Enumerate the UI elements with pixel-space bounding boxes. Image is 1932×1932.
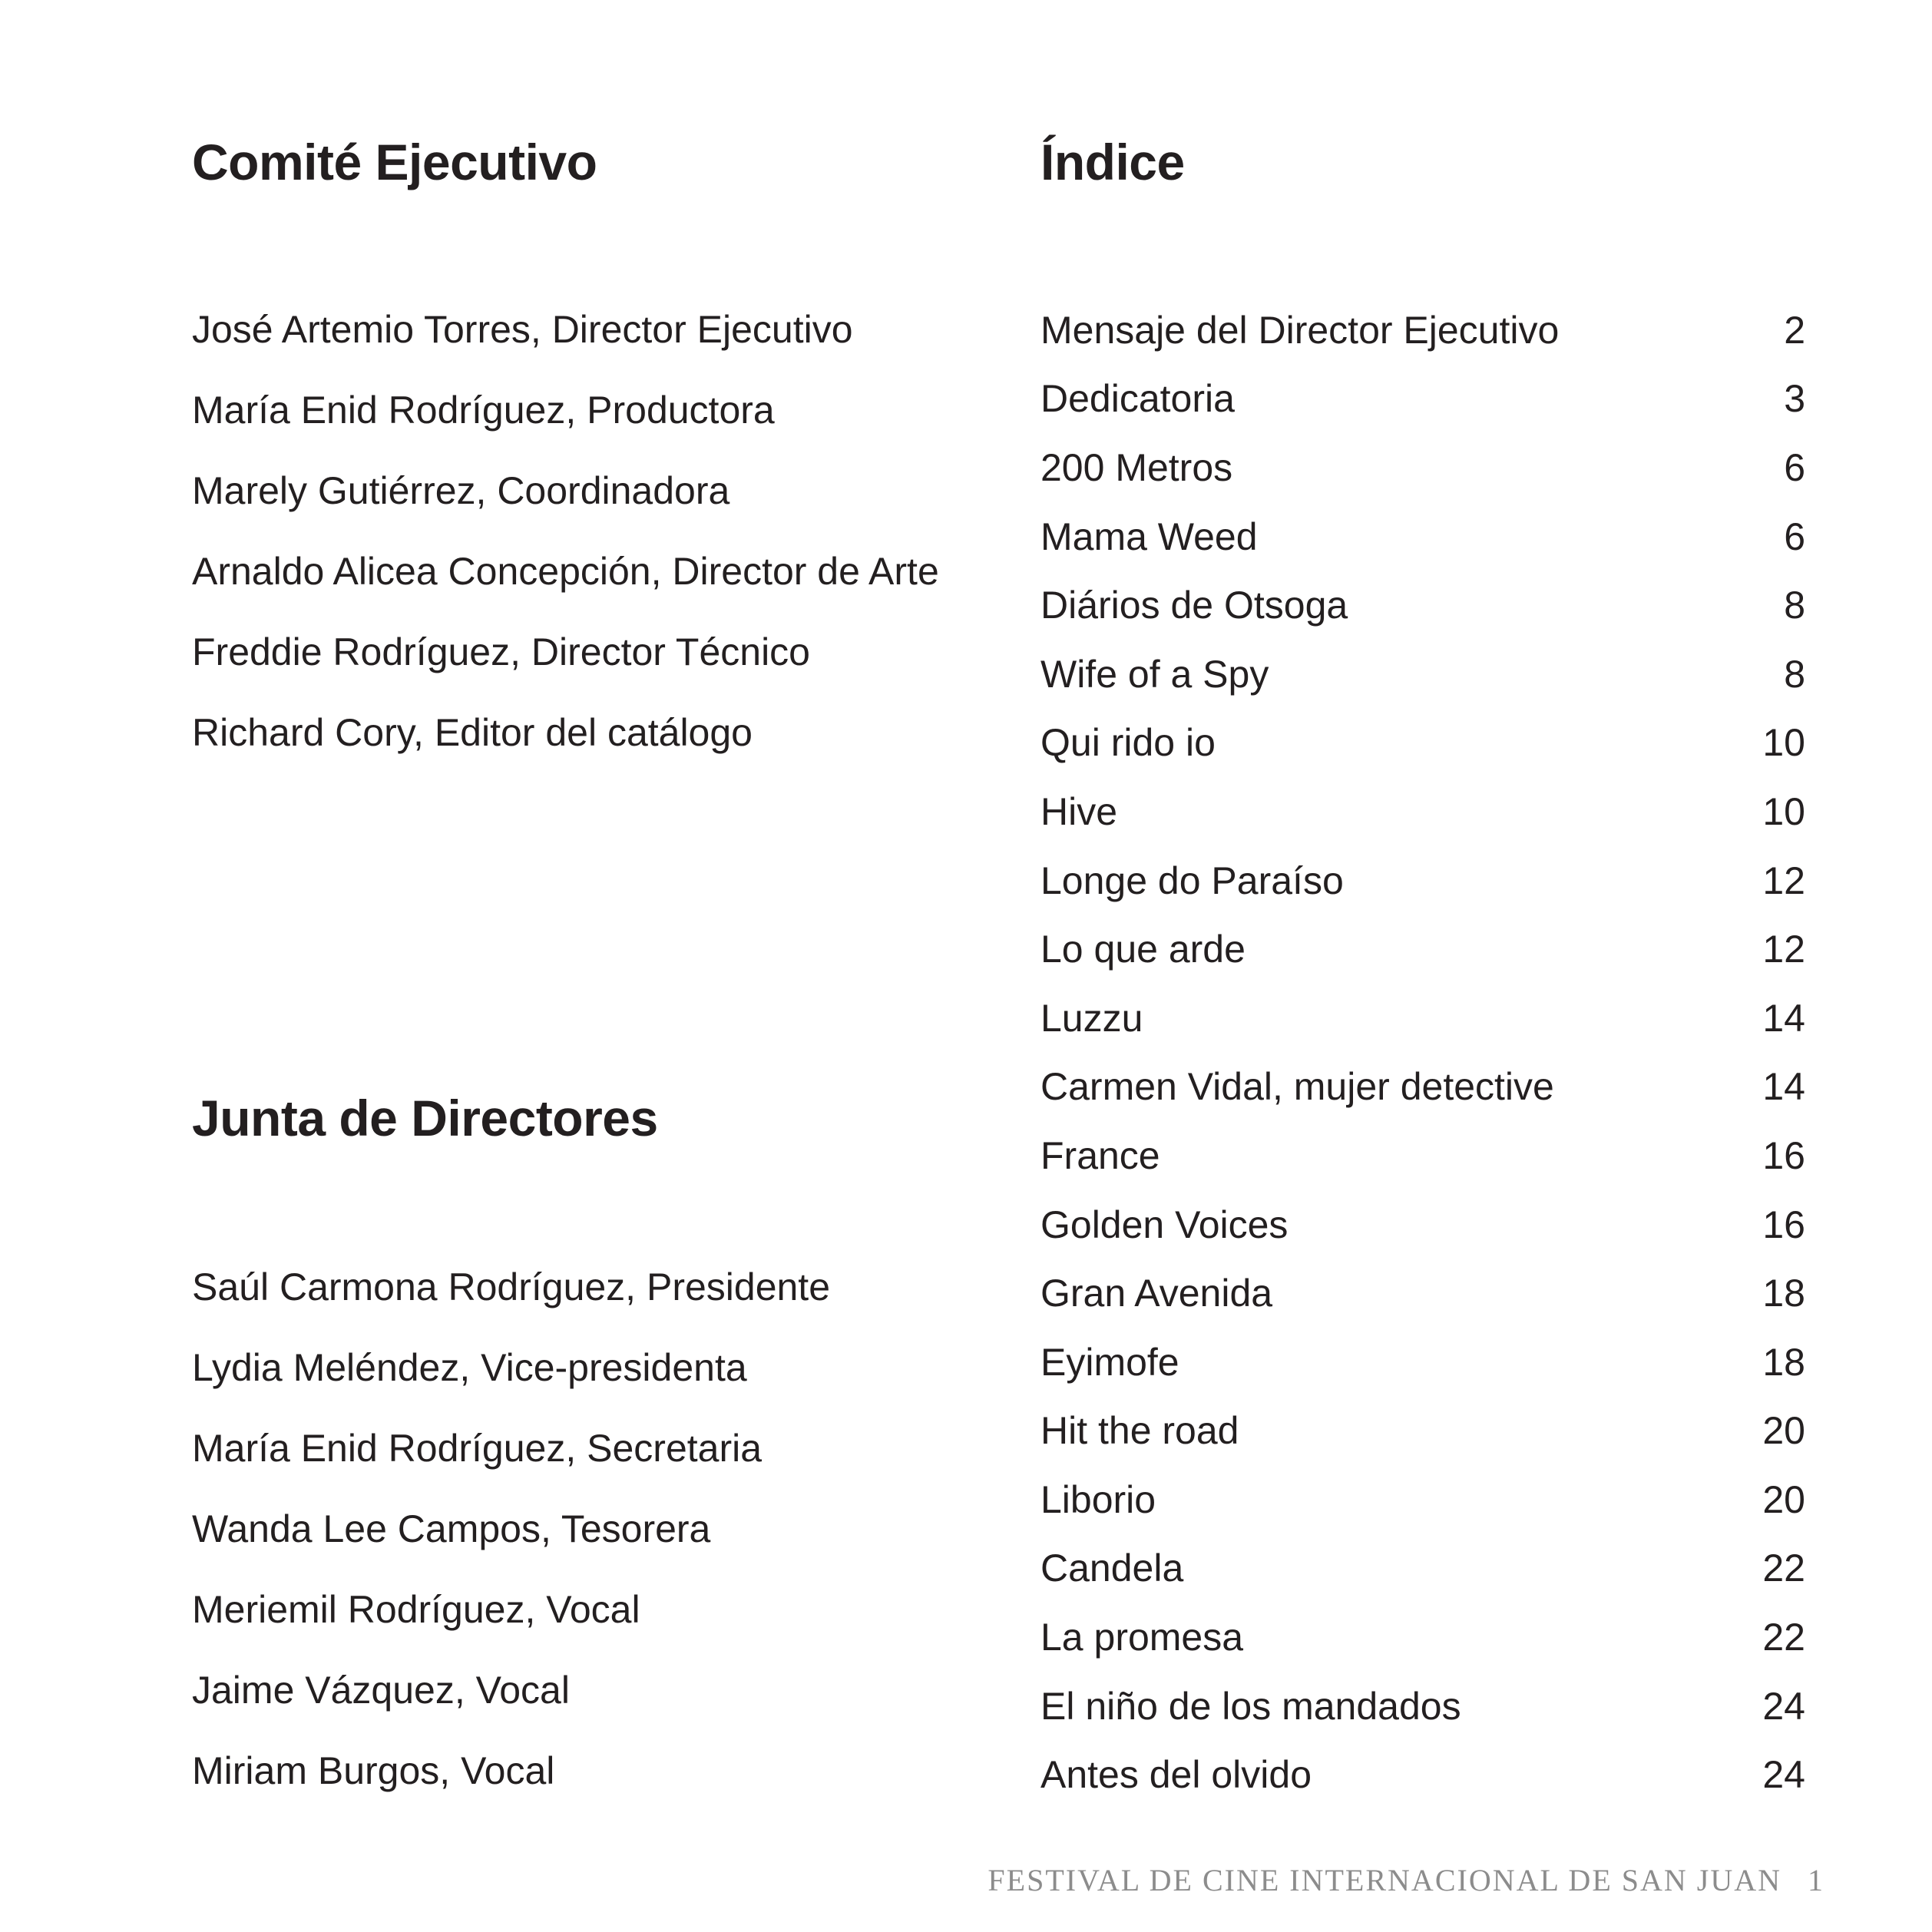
toc-entry: [1040, 640, 1805, 709]
junta-member: Miriam Burgos, Vocal: [192, 1749, 555, 1792]
toc-entry-title: Golden Voices: [1040, 1203, 1289, 1246]
toc-entry-title: Carmen Vidal, mujer detective: [1040, 1065, 1554, 1109]
toc-entry-title: Hit the road: [1040, 1409, 1239, 1453]
toc-entry-title: Qui rido io: [1040, 721, 1216, 765]
toc-entry-page: 3: [1784, 377, 1805, 421]
toc-entry-title: Luzzu: [1040, 996, 1143, 1040]
toc-entry-page: 24: [1762, 1684, 1805, 1728]
toc-entry-page: 10: [1762, 789, 1805, 833]
comite-member: Richard Cory, Editor del catálogo: [192, 711, 753, 754]
toc-entry: [1040, 365, 1805, 434]
toc-entry: [1040, 777, 1805, 846]
toc-entry-title: Lo que arde: [1040, 928, 1246, 971]
toc-entry-title: El niño de los mandados: [1040, 1684, 1461, 1728]
footer-publication-title: FESTIVAL DE CINE INTERNACIONAL DE SAN JUAN: [988, 1863, 1781, 1897]
toc-entry-page: 14: [1762, 996, 1805, 1040]
toc-entry-page: 16: [1762, 1203, 1805, 1246]
toc-entry: [1040, 709, 1805, 778]
toc-entry-page: 6: [1784, 445, 1805, 489]
toc-entry-page: 20: [1762, 1409, 1805, 1453]
comite-member: Marely Gutiérrez, Coordinadora: [192, 469, 730, 512]
toc-entry-page: 6: [1784, 514, 1805, 558]
comite-member: José Artemio Torres, Director Ejecutivo: [192, 308, 853, 351]
junta-directores-list: [192, 1247, 830, 1811]
toc-entry: [1040, 571, 1805, 640]
toc-entry-page: 2: [1784, 308, 1805, 352]
toc-entry-page: 10: [1762, 721, 1805, 765]
toc-entry-title: Hive: [1040, 789, 1118, 833]
toc-entry: [1040, 1259, 1805, 1328]
toc-entry: [1040, 1328, 1805, 1397]
toc-entry: [1040, 296, 1805, 365]
toc-entry-title: Eyimofe: [1040, 1340, 1179, 1384]
toc-entry-page: 22: [1762, 1547, 1805, 1590]
toc-entry-page: 24: [1762, 1753, 1805, 1797]
toc-entry-page: 22: [1762, 1616, 1805, 1659]
toc-entry: [1040, 915, 1805, 984]
junta-member: Meriemil Rodríguez, Vocal: [192, 1588, 640, 1631]
comite-ejecutivo-list: [192, 289, 939, 773]
toc-entry-title: Antes del olvido: [1040, 1753, 1312, 1797]
toc-entry-title: Diários de Otsoga: [1040, 584, 1348, 627]
comite-member: Arnaldo Alicea Concepción, Director de Arte: [192, 550, 939, 593]
toc-entry-title: 200 Metros: [1040, 445, 1233, 489]
toc-entry-page: 20: [1762, 1477, 1805, 1521]
junta-member: Saúl Carmona Rodríguez, Presidente: [192, 1265, 831, 1308]
junta-directores-heading: Junta de Directores: [192, 1090, 658, 1146]
toc-entry-title: La promesa: [1040, 1616, 1244, 1659]
junta-member: María Enid Rodríguez, Secretaria: [192, 1427, 763, 1470]
toc-entry: [1040, 1603, 1805, 1672]
toc-entry: [1040, 433, 1805, 502]
footer-page-number: 1: [1808, 1863, 1824, 1897]
toc-entry: [1040, 1465, 1805, 1534]
junta-member: Lydia Meléndez, Vice-presidenta: [192, 1346, 747, 1389]
toc-entry-title: Liborio: [1040, 1477, 1156, 1521]
junta-member: Wanda Lee Campos, Tesorera: [192, 1507, 711, 1550]
toc-entry-title: Mama Weed: [1040, 514, 1258, 558]
toc-entry-page: 18: [1762, 1272, 1805, 1315]
comite-member: Freddie Rodríguez, Director Técnico: [192, 630, 810, 673]
toc-entry: [1040, 846, 1805, 915]
toc-entry: [1040, 502, 1805, 571]
toc-entry-page: 14: [1762, 1065, 1805, 1109]
toc-entry: [1040, 1534, 1805, 1603]
indice-list: [1040, 296, 1805, 1809]
toc-entry-title: Candela: [1040, 1547, 1184, 1590]
toc-entry: [1040, 1190, 1805, 1259]
toc-entry-page: 18: [1762, 1340, 1805, 1384]
toc-entry-title: Dedicatoria: [1040, 377, 1235, 421]
toc-entry-page: 12: [1762, 928, 1805, 971]
toc-entry: [1040, 1672, 1805, 1741]
toc-entry-title: Gran Avenida: [1040, 1272, 1273, 1315]
toc-entry-title: Wife of a Spy: [1040, 652, 1269, 696]
page-footer: [988, 1862, 1824, 1898]
toc-entry-title: France: [1040, 1133, 1160, 1177]
toc-entry-page: 8: [1784, 584, 1805, 627]
toc-entry-page: 12: [1762, 858, 1805, 902]
toc-entry-page: 16: [1762, 1133, 1805, 1177]
toc-entry-page: 8: [1784, 652, 1805, 696]
toc-entry-title: Mensaje del Director Ejecutivo: [1040, 308, 1560, 352]
toc-entry: [1040, 1053, 1805, 1122]
toc-entry-title: Longe do Paraíso: [1040, 858, 1344, 902]
comite-ejecutivo-heading: Comité Ejecutivo: [192, 134, 597, 190]
toc-entry: [1040, 984, 1805, 1053]
toc-entry: [1040, 1397, 1805, 1466]
toc-entry: [1040, 1121, 1805, 1190]
indice-heading: Índice: [1040, 134, 1185, 190]
junta-member: Jaime Vázquez, Vocal: [192, 1669, 570, 1712]
toc-entry: [1040, 1740, 1805, 1809]
comite-member: María Enid Rodríguez, Productora: [192, 389, 775, 432]
